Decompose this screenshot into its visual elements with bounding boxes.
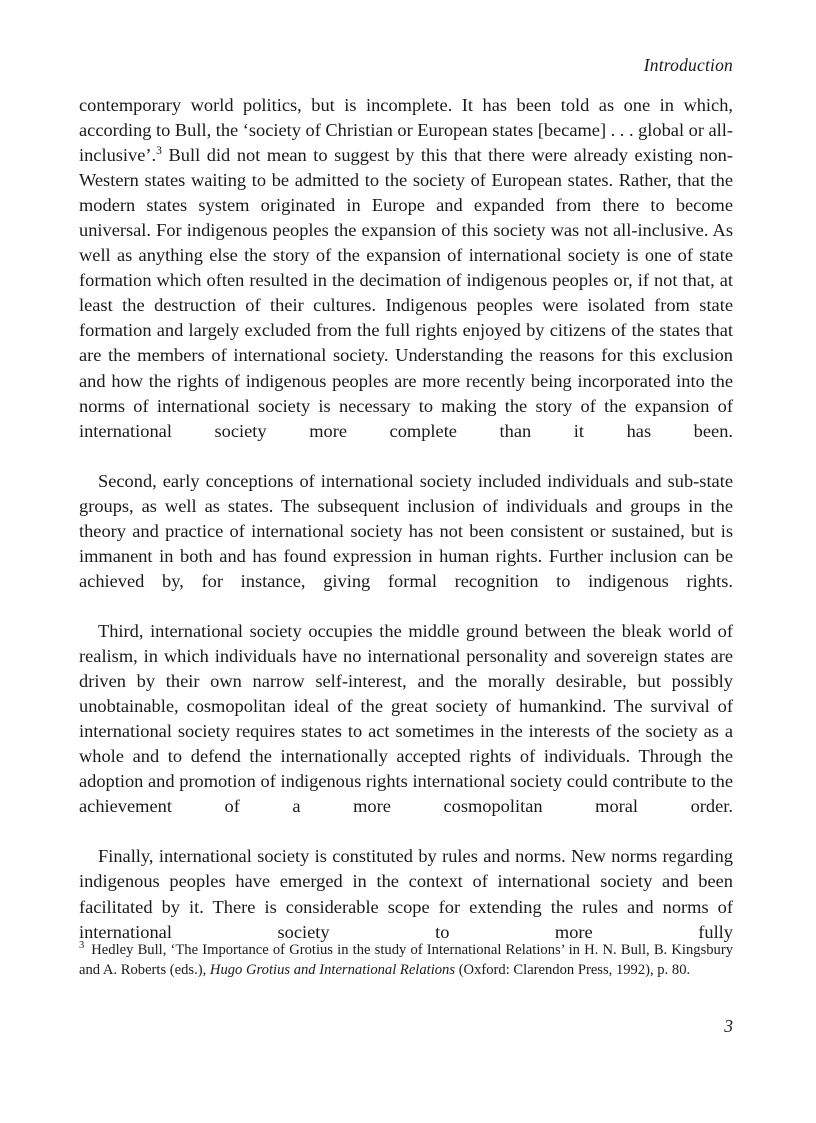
paragraph-first-text-after-footnote-ref: Bull did not mean to suggest by this that there were already existing non-Western states waiting to be admitted to the society of European states. Rather, that the modern states system originated in Europe and expanded from there to become universal. For indigenous peoples the expansion of this society was not all-inclusive. As well as anything else the story of the expansion of international society is one of state formation which often resulted in the decimation of indigenous peoples or, if not that, at least the destruction of their cultures. Indigenous peoples were isolated from state formation and largely excluded from the full rights enjoyed by citizens of the states that are the members of international society. Understanding the reasons for this exclusion and how the rights of indigenous peoples are more recently being incorporated into the norms of international society is necessary to making the story of the expansion of international society more complete than it has been.	[79, 145, 733, 441]
paragraph-first-text-before-footnote-ref: contemporary world politics, but is incomplete. It has been told as one in which, according to Bull, the ‘society of Christian or European states [became] . . . global or all-inclusive’.	[79, 95, 733, 166]
footnote-text-before-title: Hedley Bull, ‘The Importance of Grotius in the study of International Relations’ in H. N. Bull, B. Kingsbury and A. Roberts (eds.),	[79, 942, 733, 978]
page-number: 3	[724, 1016, 733, 1036]
footnote-number: 3	[79, 940, 85, 952]
paragraph-second: Second, early conceptions of international society included individuals and sub-state groups, as well as states. The subsequent inclusion of individuals and groups in the theory and practice of international society has not been consistent or sustained, but is immanent in both and has found expression in human rights. Further inclusion can be achieved by, for instance, giving formal recognition to indigenous rights.	[79, 470, 733, 591]
footnote-text-after-title: (Oxford: Clarendon Press, 1992), p. 80.	[455, 961, 691, 978]
paragraph-third: Third, international society occupies the middle ground between the bleak world of realism, in which individuals have no international personality and sovereign states are driven by their own narrow self-interest, and the morally desirable, but possibly unobtainable, cosmopolitan ideal of the great society of humankind. The survival of international society requires states to act sometimes in the interests of the society as a whole and to defend the internationally accepted rights of individuals. Through the adoption and promotion of indigenous rights international society could contribute to the achievement of a more cosmopolitan moral order.	[79, 620, 733, 817]
footnote-entry	[79, 941, 733, 980]
footnote-book-title: Hugo Grotius and International Relations	[209, 961, 456, 978]
footnote-reference-marker[interactable]: 3	[156, 143, 162, 157]
body-text-block	[79, 93, 733, 970]
paragraph-first	[79, 93, 733, 469]
footnote-block	[79, 941, 733, 980]
running-head: Introduction	[643, 55, 733, 75]
paragraph-finally: Finally, international society is constituted by rules and norms. New norms regarding indigenous peoples have emerged in the context of international society and been facilitated by it. There is considerable scope for extending the rules and norms of international society to more fully	[79, 846, 733, 942]
